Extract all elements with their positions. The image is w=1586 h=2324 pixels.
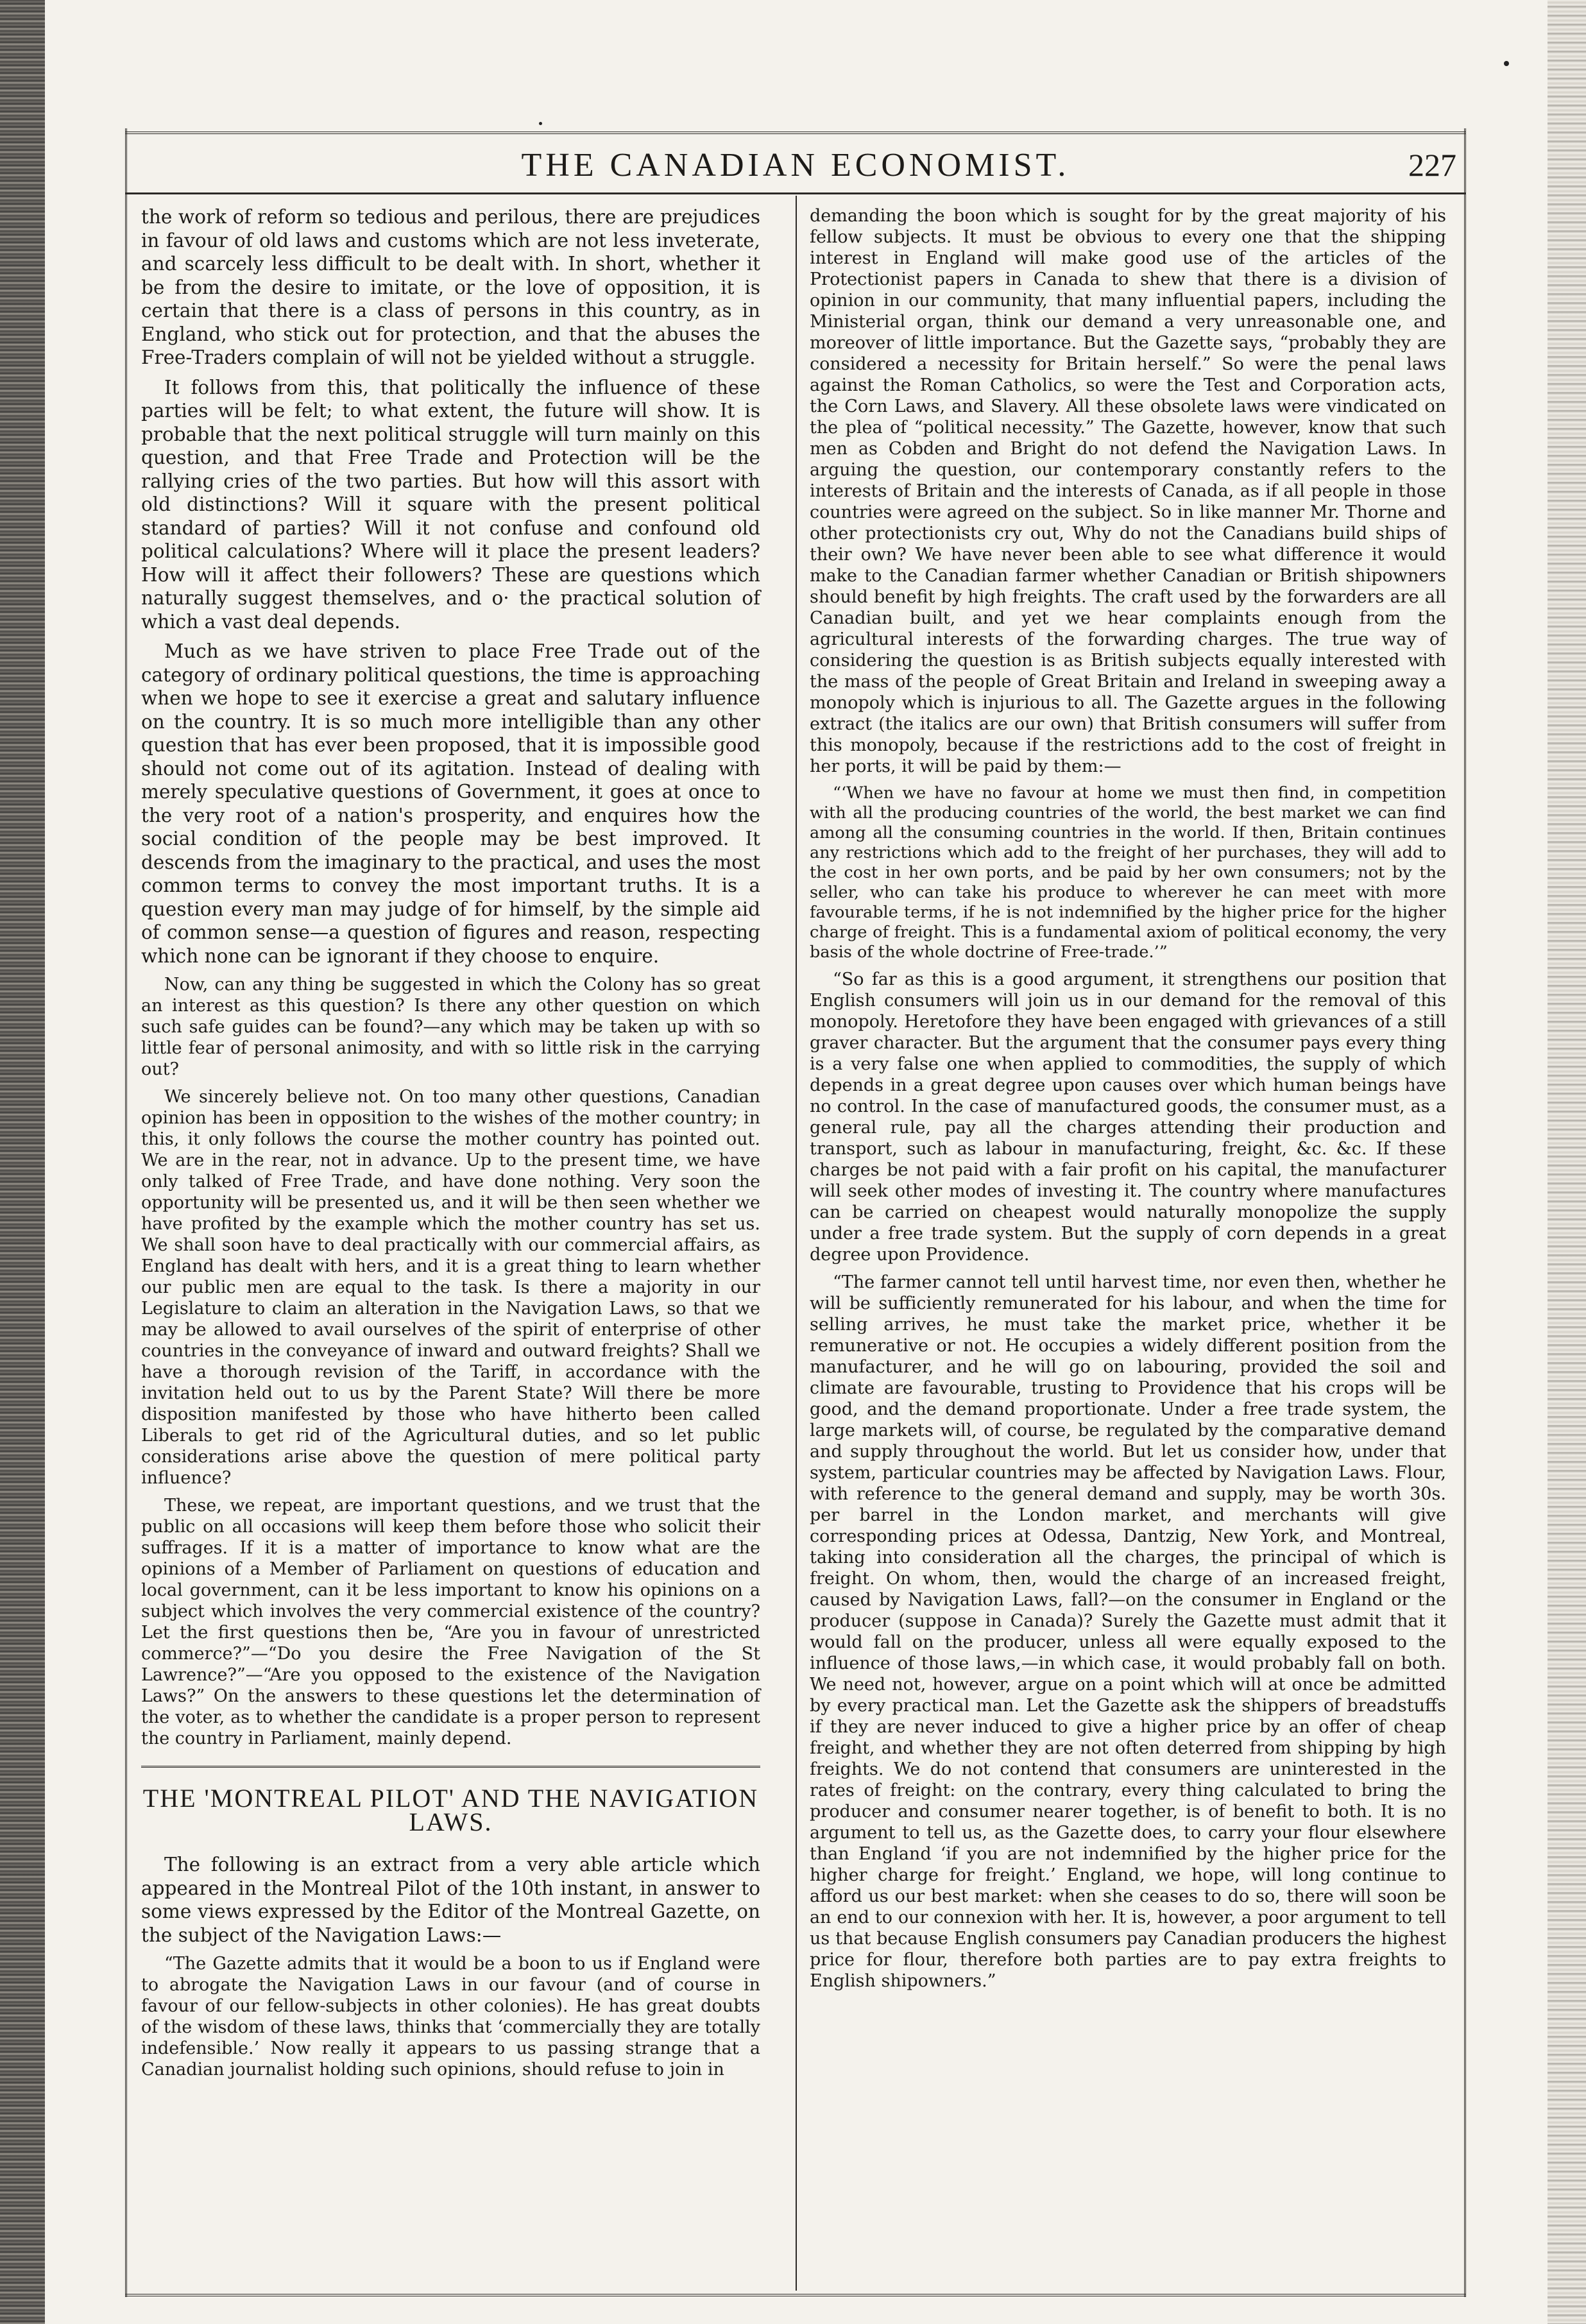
paragraph: Much as we have striven to place Free Trade out of the category of ordinary political questions, the time is approaching when we hope to see it exercise a great and salutary influence on the country. It is so much more intelligible than any other question that has ever been proposed, that it is impossible good should not come out of its agitation. Instead of dealing with merely speculative questions of Government, it goes at once to the very root of a nation's prosperity, and enquires how the social condition of the people may be best improved. It descends from the imaginary to the practical, and uses the most common terms to convey the most important truths. It is a question every man may judge of for himself, by the simple aid of common sense—a question of figures and reason, respecting which none can be ignorant if they choose to enquire. (141, 640, 760, 967)
bottom-rule (125, 2294, 1466, 2296)
left-column (141, 205, 760, 2087)
paragraph: the work of reform so tedious and perilous, there are prejudices in favour of old laws and customs which are not less inveterate, and scarcely less difficult to be dealt with. In short, whether it be from the desire to imitate, or the love of opposition, it is certain that there is a class of persons in this country, as in England, who stick out for protection, and that the abuses the Free-Traders complain of will not be yielded without a struggle. (141, 206, 760, 368)
paragraph: Now, can any thing be suggested in which the Colony has so great an interest as this question? Is there any other question on which such safe guides can be found?—any which may be taken up with so little fear of personal animosity, and with so little risk in the carrying out? (141, 975, 760, 1079)
paragraph: The following is an extract from a very able article which appeared in the Montreal Pilot of the 10th instant, in answer to some views expressed by the Editor of the Montreal Gazette, on the subject of the Navigation Laws:— (141, 1854, 760, 1946)
section-heading: THE 'MONTREAL PILOT' AND THE NAVIGATION LAWS. (142, 1784, 759, 1836)
paragraph: “The farmer cannot tell until harvest time, nor even then, whether he will be sufficiently remunerated for his labour, and when the time for selling arrives, he must take the market price, whether it be remunerative or not. He occupies a widely different position from the manufacturer, and he will go on labouring, provided the soil and climate are favourable, trusting to Providence that his crops will be good, and the demand proportionate. Under a free trade system, the large markets will, of course, be regulated by the comparative demand and supply throughout the world. But let us consider how, under that system, particular countries may be affected by Navigation Laws. Flour, with reference to the general demand and supply, may be worth 30s. per barrel in the London market, and merchants will give corresponding prices at Odessa, Dantzig, New York, and Montreal, taking into consideration all the charges, the principal of which is freight. On whom, then, would the charge of an increased freight, caused by Navigation Laws, fall?—on the consumer in England or the producer (suppose in Canada)? Surely the Gazette must admit that it would fall on the producer, unless all were equally exposed to the influence of those laws,—in which case, it would probably fall on both. We need not, however, argue on a point which will at once be admitted by every practical man. Let the Gazette ask the shippers of breadstuffs if they are never induced to give a higher price by an offer of cheap freight, and whether they are not often deterred from shipping by high freights. We do not contend that consumers are uninterested in the rates of freight: on the contrary, every thing calculated to bring the producer and consumer nearer together, is of benefit to both. It is no argument to tell us, as the Gazette does, to carry your flour elsewhere than England ‘if you are not indemnified by the higher price for the higher charge for freight.’ England, we hope, will long continue to afford us our best market: when she ceases to do so, there will soon be an end to our connexion with her. It is, however, a poor argument to tell us that because English consumers pay Canadian producers the highest price for flour, therefore both parties are to pay extra freights to English shipowners.” (810, 1272, 1446, 1991)
header-rule (125, 192, 1466, 194)
paragraph: These, we repeat, are important questions, and we trust that the public on all occasions will keep them before those who solicit their suffrages. If it is a matter of importance to know what are the opinions of a Member of Parliament on questions of education and local government, can it be less important to know his opinions on a subject which involves the very commercial existence of the country? Let the first questions then be, “Are you in favour of unrestricted commerce?”—“Do you desire the Free Navigation of the St Lawrence?”—“Are you opposed to the existence of the Navigation Laws?” On the answers to these questions let the determination of the voter, as to whether the candidate is a proper person to represent the country in Parliament, mainly depend. (141, 1496, 760, 1748)
section-rule (141, 1766, 760, 1768)
column-divider (796, 196, 797, 2291)
running-header (128, 146, 1463, 191)
scan-speck (1504, 61, 1509, 66)
paragraph: It follows from this, that politically the influence of these parties will be felt; to what extent, the future will show. It is probable that the next political struggle will turn mainly on this question, and that Free Trade and Protection will be the rallying cries of the two parties. But how will this assort with old distinctions? Will it square with the present political standard of parties? Will it not confuse and confound old political calculations? Where will it place the present leaders? How will it affect their followers? These are questions which naturally suggest themselves, and o· the practical solution of which a vast deal depends. (141, 376, 760, 633)
paragraph: “So far as this is a good argument, it strengthens our position that English consumers will join us in our demand for the removal of this monopoly. Heretofore they have been engaged with grievances of a still graver character. But the argument that the consumer pays every thing is a very false one when applied to commodities, the supply of which depends in a great degree upon causes over which human beings have no control. In the case of manufactured goods, the consumer must, as a general rule, pay all the charges attending their production and transport, such as labour in manufacturing, freight, &c. &c. If these charges be not paid with a fair profit on his capital, the manufacturer will seek other modes of investing it. The country where manufactures can be carried on cheapest would naturally monopolize the supply under a free trade system. But the supply of corn depends in a great degree upon Providence. (810, 970, 1446, 1265)
top-rule (125, 132, 1466, 134)
paragraph: We sincerely believe not. On too many other questions, Canadian opinion has been in opposition to the wishes of the mother country; in this, it only follows the course the mother country has pointed out. We are in the rear, not in advance. Up to the present time, we have only talked of Free Trade, and have done nothing. Very soon the opportunity will be presented us, and it will be then seen whether we have profited by the example which the mother country has set us. We shall soon have to deal practically with our commercial affairs, as England has dealt with hers, and it is a great thing to learn whether our public men are equal to the task. Is there a majority in our Legislature to claim an alteration in the Navigation Laws, so that we may be allowed to avail ourselves of the spirit of enterprise of other countries in the conveyance of inward and outward freights? Shall we have a thorough revision of the Tariff, in accordance with the invitation held out to us by the Parent State? Will there be more disposition manifested by those who have hitherto been called Liberals to get rid of the Agricultural duties, and so let public considerations arise above the question of mere political party influence? (141, 1087, 760, 1488)
scan-edge-left (0, 0, 45, 2324)
scan-speck (539, 122, 542, 125)
right-column (810, 205, 1446, 1998)
scan-edge-right (1548, 0, 1586, 2324)
publication-title: THE CANADIAN ECONOMIST. (521, 147, 1070, 184)
paragraph: “The Gazette admits that it would be a boon to us if England were to abrogate the Navigation Laws in our favour (and of course in favour of our fellow-subjects in other colonies). He has great doubts of the wisdom of these laws, thinks that ‘commercially they are totally indefensible.’ Now really it appears to us passing strange that a Canadian journalist holding such opinions, should refuse to join in (141, 1954, 760, 2080)
block-quote: “‘When we have no favour at home we must then find, in competition with all the producing countries of the world, the best market we can find among all the consuming countries in the world. If then, Britain continues any restrictions which add to the freight of her purchases, they will add to the cost in her own ports, and be paid by her own consumers; not by the seller, who can take his produce to wherever he can meet with more favourable terms, if he is not indemnified by the higher price for the higher charge of freight. This is a fundamental axiom of political economy, the very basis of the whole doctrine of Free-trade.’” (810, 783, 1446, 962)
paragraph: demanding the boon which is sought for by the great majority of his fellow subjects. It must be obvious to every one that the shipping interest in England will make good use of the articles of the Protectionist papers in Canada to shew that there is a division of opinion in our community, that many influential papers, including the Ministerial organ, think our demand a very unreasonable one, and moreover of little importance. But the Gazette says, “probably they are considered a necessity for Britain herself.” So were the penal laws against the Roman Catholics, so were the Test and Corporation acts, the Corn Laws, and Slavery. All these obsolete laws were vindicated on the plea of “political necessity.” The Gazette, however, know that such men as Cobden and Bright do not defend the Navigation Laws. In arguing the question, our contemporary constantly refers to the interests of Britain and the interests of Canada, as if all people in those countries were agreed on the subject. So in like manner Mr. Thorne and other protectionists cry out, Why do not the Canadians build ships of their own? We have never been able to see what difference it would make to the Canadian farmer whether Canadian or British shipowners should benefit by high freights. The craft used by the forwarders are all Canadian built, and yet we hear complaints enough from the agricultural interests of the forwarding charges. The true way of considering the question is as British subjects equally interested with the mass of the people of Great Britain and Ireland in sweeping away a monopoly which is injurious to all. The Gazette argues in the following extract (the italics are our own) that British consumers will suffer from this monopoly, because if the restrictions add to the cost of freight in her ports, it will be paid by them:— (810, 206, 1446, 776)
page-number: 227 (1408, 147, 1456, 183)
